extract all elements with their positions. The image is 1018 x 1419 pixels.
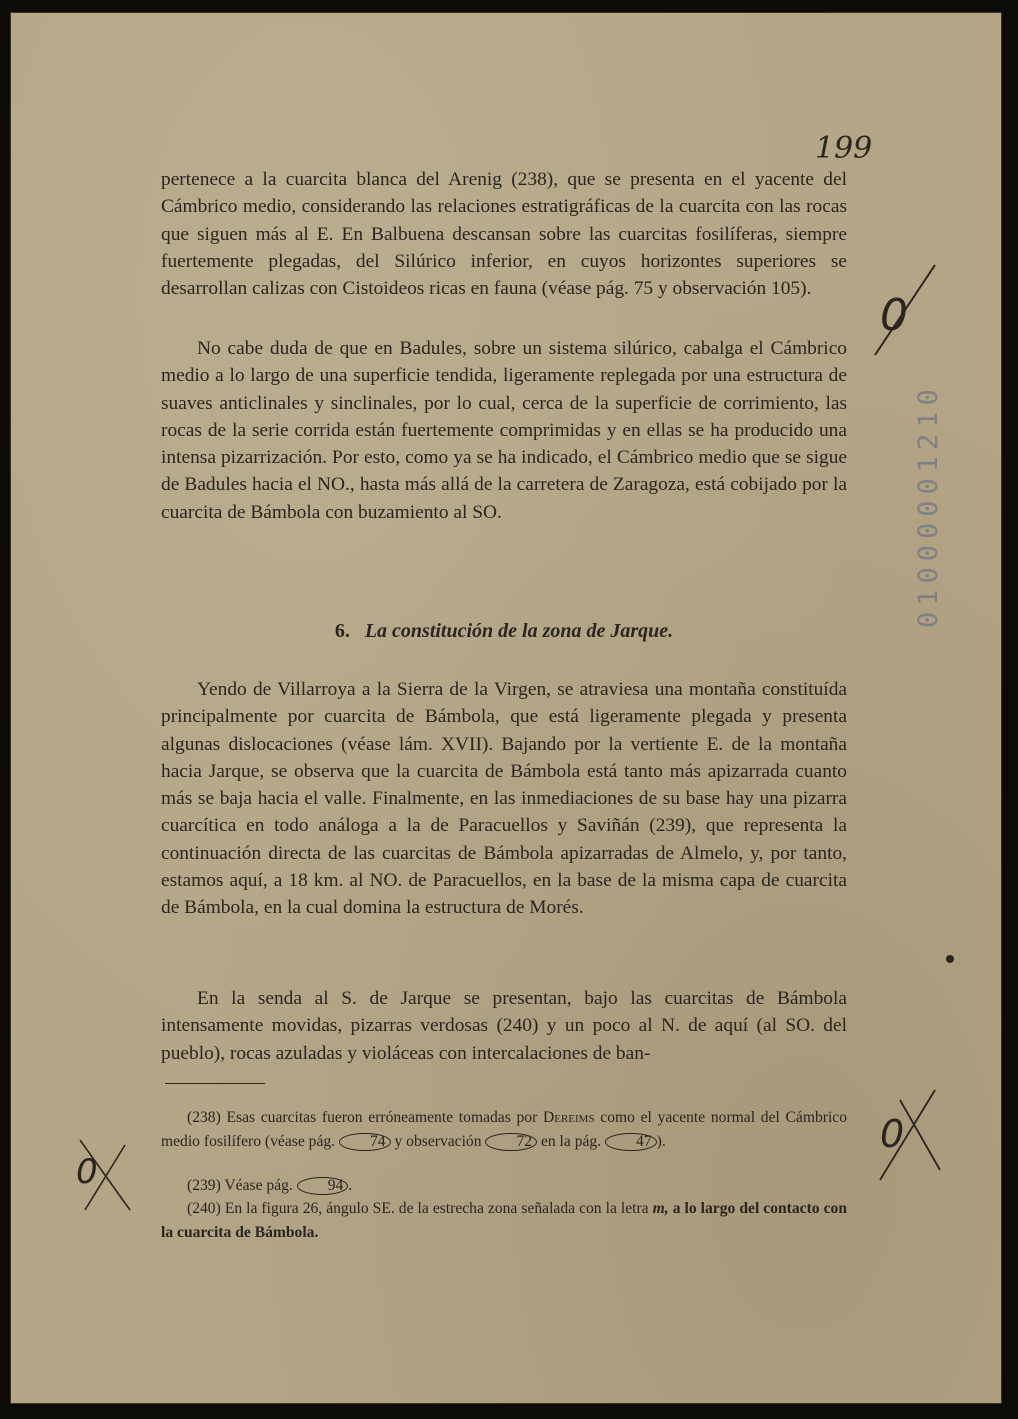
letter-m: m, [652, 1200, 669, 1217]
margin-mark: 0 [76, 1152, 98, 1192]
footnote-text: en la pág. [540, 1132, 602, 1150]
margin-mark: 0 [880, 290, 908, 341]
footnote-text: En la figura 26, ángulo SE. de la estrecha zona señalada con la letra [224, 1200, 649, 1217]
footnote-240 [161, 1197, 847, 1244]
paragraph-jarque: En la senda al S. de Jarque se presentan, bajo las cuarcitas de Bámbola intensamente movidas, pizarras verdosas (240) y un poco al N. de aquí (al SO. del pueblo), rocas azuladas y violáceas con intercalaciones de ban- [161, 988, 847, 1064]
paragraph-badules: No cabe duda de que en Badules, sobre un sistema silúrico, cabalga el Cámbrico medio a lo largo de una superficie tendida, ligeramente replegada por una estructura de suaves anticlinales y sinclinales, por lo cual, cerca de la superficie de corrimiento, las rocas de la serie corrida están fuertemente comprimidas y en ellas se ha producido una intensa pizarrización. Por esto, como ya se ha indicado, el Cámbrico medio que se sigue de Badules hacia el NO., hasta más allá de la carretera de Zaragoza, está cobijado por la cuarcita de Bámbola con buzamiento al SO. [161, 338, 847, 523]
footnote-number: (240) [187, 1200, 221, 1217]
footnote-text: a lo largo del contacto con la cuarcita de Bámbola. [161, 1200, 848, 1241]
page-number: 199 [815, 131, 873, 166]
observation-reference: 72 [485, 1133, 537, 1151]
margin-mark: 0 [880, 1112, 905, 1156]
footnote-separator [165, 1083, 265, 1084]
paragraph-villarroya: Yendo de Villarroya a la Sierra de la Virgen, se atraviesa una montaña constituída principalmente por cuarcita de Bámbola, que está ligeramente plegada y presenta algunas dislocaciones (véase lám. XVII). Bajando por la vertiente E. de la montaña hacia Jarque, se observa que la cuarcita de Bámbola está tanto más apizarrada cuanto más se baja hacia el valle. Finalmente, en las inmediaciones de su base hay una pizarra cuarcítica en todo análoga a la de Paracuellos y Saviñán (239), que representa la continuación directa de las cuarcitas de Bámbola apizarradas de Almelo, y, por tanto, estamos aquí, a 18 km. al NO. de Paracuellos, en la base de la misma capa de cuarcita de Bámbola, en la cual domina la estructura de Morés. [161, 679, 847, 919]
paragraph-continued: pertenece a la cuarcita blanca del Arenig (238), que se presenta en el yacente del Cámbrico medio, considerando las relaciones estratigráficas de la cuarcita con las rocas que siguen más al E. En Balbuena descansan sobre las cuarcitas fosilíferas, siempre fuertemente plegadas, del Silúrico inferior, en cuyos horizontes superiores se desarrollan calizas con Cistoideos ricas en fauna (véase pág. 75 y observación 105). [161, 169, 847, 300]
footnote-238 [161, 1106, 847, 1153]
footnote-text: . [348, 1177, 353, 1194]
page-reference: 74 [339, 1133, 391, 1151]
footnote-text: Esas cuarcitas fueron erróneamente tomadas por [226, 1109, 538, 1126]
footnote-text: como el yacente normal del Cámbrico medio fosilífero (véase pág. [161, 1109, 847, 1150]
footnote-text: Véase pág. [224, 1177, 293, 1194]
footnote-text: y observación [394, 1132, 482, 1150]
page-reference: 47 [605, 1133, 657, 1151]
footnote-text: ). [656, 1132, 666, 1150]
section-title: La constitución de la zona de Jarque. [364, 620, 674, 642]
author-name: Dereims [542, 1109, 595, 1126]
footnote-number: (239) [187, 1177, 221, 1194]
section-number: 6. [334, 620, 350, 642]
footnote-number: (238) [187, 1109, 221, 1126]
page-reference: 94 [297, 1177, 349, 1195]
section-heading [161, 620, 847, 643]
footnote-239 [161, 1174, 847, 1198]
archive-stamp: 01000001210 [913, 383, 944, 628]
ink-blot [946, 955, 954, 963]
